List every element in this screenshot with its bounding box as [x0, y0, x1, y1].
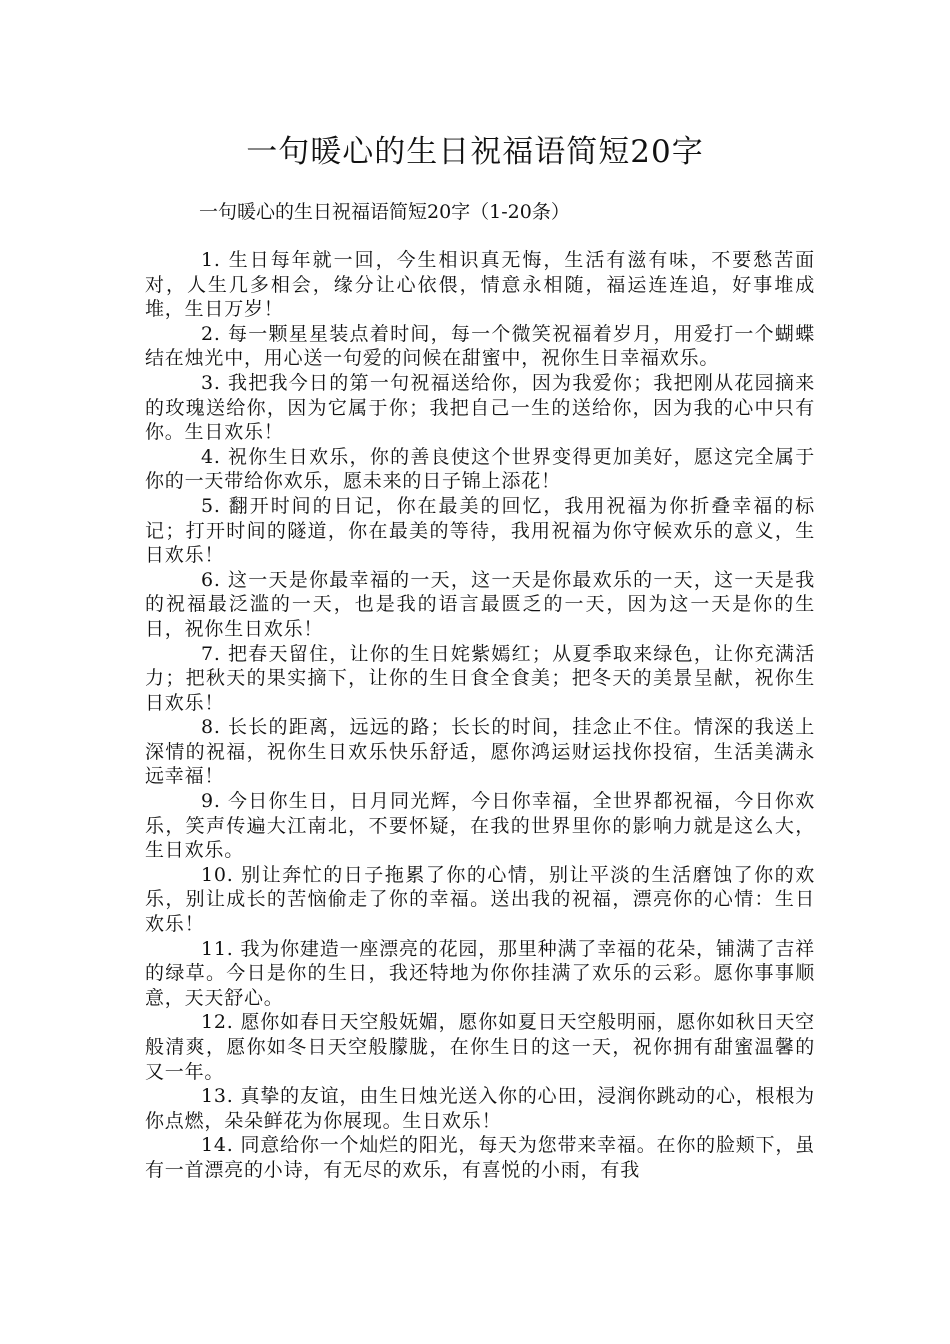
list-item: 13. 真挚的友谊，由生日烛光送入你的心田，浸润你跳动的心，根根为你点燃，朵朵鲜花为你展现。生日欢乐！: [145, 1085, 815, 1132]
list-item: 6. 这一天是你最幸福的一天，这一天是你最欢乐的一天，这一天是我的祝福最泛滥的一天，也是我的语言最匮乏的一天，因为这一天是你的生日，祝你生日欢乐！: [145, 568, 815, 640]
list-item: 14. 同意给你一个灿烂的阳光，每天为您带来幸福。在你的脸颊下，虽有一首漂亮的小诗，有无尽的欢乐，有喜悦的小雨，有我: [145, 1134, 815, 1181]
list-item: 2. 每一颗星星装点着时间，每一个微笑祝福着岁月，用爱打一个蝴蝶结在烛光中，用心送一句爱的问候在甜蜜中，祝你生日幸福欢乐。: [145, 322, 815, 370]
list-item: 3. 我把我今日的第一句祝福送给你，因为我爱你；我把刚从花园摘来的玫瑰送给你，因为它属于你；我把自己一生的送给你，因为我的心中只有你。生日欢乐！: [145, 371, 815, 444]
list-item: 9. 今日你生日，日月同光辉，今日你幸福，全世界都祝福，今日你欢乐，笑声传遍大江南北，不要怀疑，在我的世界里你的影响力就是这么大，生日欢乐。: [145, 790, 815, 862]
wish-list: [145, 248, 815, 1183]
list-item: 7. 把春天留住，让你的生日姹紫嫣红；从夏季取来绿色，让你充满活力；把秋天的果实摘下，让你的生日食全食美；把冬天的美景呈献，祝你生日欢乐！: [145, 642, 815, 714]
list-item: 8. 长长的距离，远远的路；长长的时间，挂念止不住。情深的我送上深情的祝福，祝你生日欢乐快乐舒适，愿你鸿运财运找你投宿，生活美满永远幸福！: [145, 716, 815, 788]
document-title: 一句暖心的生日祝福语简短20字: [246, 134, 704, 170]
list-item: 10. 别让奔忙的日子拖累了你的心情，别让平淡的生活磨蚀了你的欢乐，别让成长的苦恼偷走了你的幸福。送出我的祝福，漂亮你的心情：生日欢乐！: [145, 863, 815, 936]
list-item: 4. 祝你生日欢乐，你的善良使这个世界变得更加美好，愿这完全属于你的一天带给你欢乐，愿未来的日子锦上添花！: [145, 445, 815, 493]
list-item: 11. 我为你建造一座漂亮的花园，那里种满了幸福的花朵，铺满了吉祥的绿草。今日是你的生日，我还特地为你你挂满了欢乐的云彩。愿你事事顺意，天天舒心。: [145, 937, 815, 1009]
list-item: 12. 愿你如春日天空般妩媚，愿你如夏日天空般明丽，愿你如秋日天空般清爽，愿你如冬日天空般朦胧，在你生日的这一天，祝你拥有甜蜜温馨的又一年。: [145, 1011, 815, 1083]
list-item: 5. 翻开时间的日记，你在最美的回忆，我用祝福为你折叠幸福的标记；打开时间的隧道，你在最美的等待，我用祝福为你守候欢乐的意义，生日欢乐！: [145, 494, 815, 567]
list-item: 1. 生日每年就一回，今生相识真无悔，生活有滋有味，不要愁苦面对，人生几多相会，缘分让心依偎，情意永相随，福运连连追，好事堆成堆，生日万岁！: [145, 249, 815, 321]
document-subtitle: 一句暖心的生日祝福语简短20字（1-20条）: [199, 201, 570, 223]
